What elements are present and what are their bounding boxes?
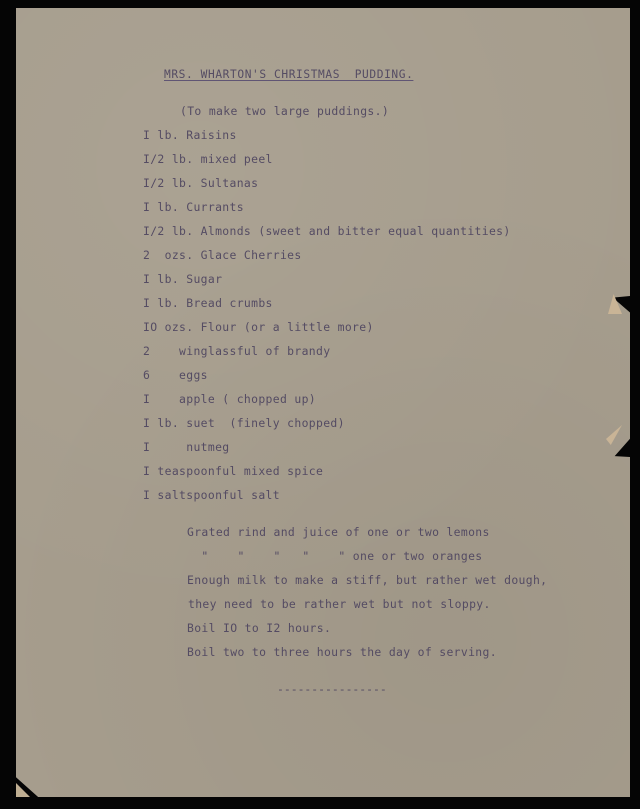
ingredient-line: I lb. Sugar bbox=[143, 272, 223, 286]
paper-sheet bbox=[16, 8, 630, 797]
ingredient-line: I nutmeg bbox=[143, 440, 230, 454]
ingredient-line: 2 winglassful of brandy bbox=[143, 344, 331, 358]
ingredient-line: I apple ( chopped up) bbox=[143, 392, 316, 406]
instruction-line: Boil two to three hours the day of serving. bbox=[187, 645, 497, 659]
instruction-line: Grated rind and juice of one or two lemons bbox=[187, 525, 490, 539]
instruction-line: they need to be rather wet but not sloppy. bbox=[188, 597, 491, 611]
ingredient-line: 6 eggs bbox=[143, 368, 208, 382]
ingredient-line: I/2 lb. Almonds (sweet and bitter equal quantities) bbox=[143, 224, 511, 238]
ingredient-line: I saltspoonful salt bbox=[143, 488, 280, 502]
instruction-line: " " " " " one or two oranges bbox=[187, 549, 483, 563]
ingredient-line: 2 ozs. Glace Cherries bbox=[143, 248, 302, 262]
ingredient-line: IO ozs. Flour (or a little more) bbox=[143, 320, 374, 334]
closing-rule: ---------------- bbox=[277, 682, 387, 696]
ingredient-line: I/2 lb. mixed peel bbox=[143, 152, 273, 166]
recipe-title: MRS. WHARTON'S CHRISTMAS PUDDING. bbox=[164, 68, 414, 81]
recipe-yield: (To make two large puddings.) bbox=[180, 104, 390, 118]
ingredient-line: I/2 lb. Sultanas bbox=[143, 176, 259, 190]
instruction-line: Boil IO to I2 hours. bbox=[187, 621, 332, 635]
ingredient-line: I teaspoonful mixed spice bbox=[143, 464, 324, 478]
instruction-line: Enough milk to make a stiff, but rather wet dough, bbox=[187, 573, 548, 587]
ingredient-line: I lb. Bread crumbs bbox=[143, 296, 273, 310]
ingredient-line: I lb. Raisins bbox=[143, 128, 237, 142]
ingredient-line: I lb. Currants bbox=[143, 200, 244, 214]
ingredient-line: I lb. suet (finely chopped) bbox=[143, 416, 345, 430]
